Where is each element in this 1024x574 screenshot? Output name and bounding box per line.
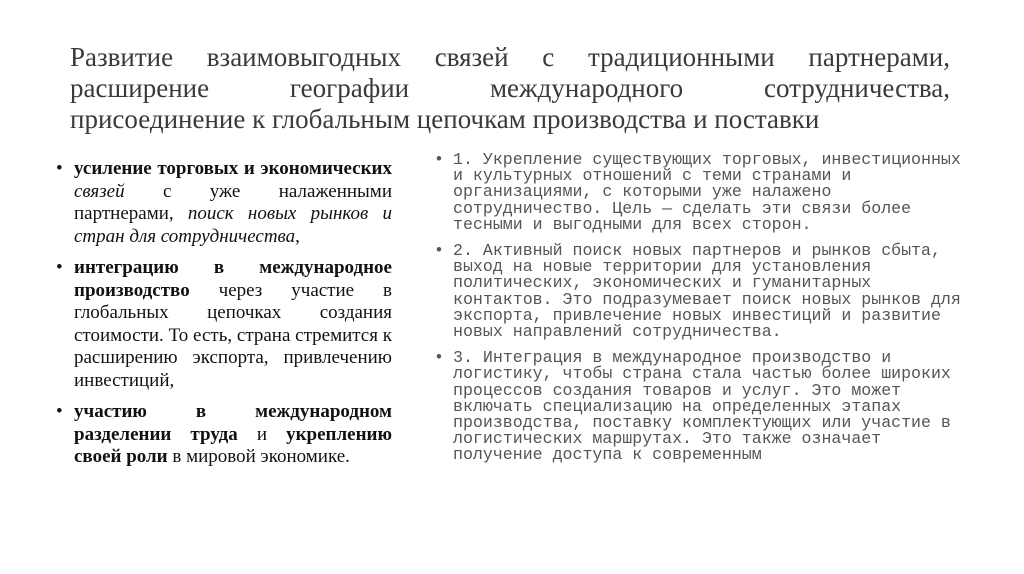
- bullet-icon: •: [434, 241, 444, 261]
- item1-text: с уже налаженными партнерами,: [74, 180, 393, 224]
- left-list-item-3: [56, 401, 392, 469]
- item1-italic-links: связей: [74, 180, 125, 202]
- slide-title: [70, 42, 950, 135]
- right-bullet-list: [434, 152, 964, 574]
- item1-comma: ,: [295, 225, 300, 247]
- bullet-icon: •: [434, 152, 444, 169]
- title-line-1: Развитие взаимовыгодных связей с традиционными партнерами,: [70, 42, 950, 72]
- title-line-2: расширение географии международного сотрудничества,: [70, 73, 950, 103]
- left-bullet-list: [56, 158, 392, 478]
- bullet-icon: •: [56, 401, 63, 422]
- left-list-item-2: [56, 257, 392, 392]
- item3-bold-2: укреплению своей роли: [74, 423, 392, 467]
- item1-bold: усиление торговых и экономических: [74, 158, 392, 179]
- right-list-item-3: [434, 350, 964, 463]
- right-list-item-2: [434, 243, 964, 340]
- left-list-item-1: [56, 158, 392, 248]
- bullet-icon: •: [56, 158, 63, 179]
- item3-text-2: в мировой экономике.: [172, 446, 350, 467]
- right-item-2-text: 2. Активный поиск новых партнеров и рынков сбыта, выход на новые территории для установления политических, экономических и гуманитарных контактов. Это подразумевает поиск новых рынков для экспорта, привлечение новых инвестиций и развитие новых направлений сотрудничества.: [453, 241, 961, 342]
- item3-bold-1: участию в международном разделении труда: [74, 401, 392, 445]
- item3-text-1: и: [256, 423, 267, 445]
- right-item-1-text: 1. Укрепление существующих торговых, инвестиционных и культурных отношений с теми странами и организациями, с которыми уже налажено сотрудничество. Цель — сделать эти связи более тесными и выгодными для всех сторон.: [453, 152, 961, 234]
- item1-italic-search: поиск новых рынков и стран для сотрудничества: [74, 203, 393, 247]
- right-list-item-1: [434, 152, 964, 233]
- bullet-icon: •: [56, 257, 63, 278]
- right-item-3-text: 3. Интеграция в международное производство и логистику, чтобы страна стала частью более широких процессов создания товаров и услуг. Это может включать специализацию на определенных этапах производства, поставку комплектующих или участие в логистических маршрутах. Это также означает получение доступа к современным: [453, 348, 951, 465]
- item2-bold: интеграцию в международное производство: [74, 257, 392, 301]
- title-line-3: присоединение к глобальным цепочкам производства и поставки: [70, 104, 820, 134]
- bullet-icon: •: [434, 348, 444, 368]
- item2-text: через участие в глобальных цепочках создания стоимости. То есть, страна стремится к расширению экспорта, привлечению инвестиций,: [74, 279, 392, 391]
